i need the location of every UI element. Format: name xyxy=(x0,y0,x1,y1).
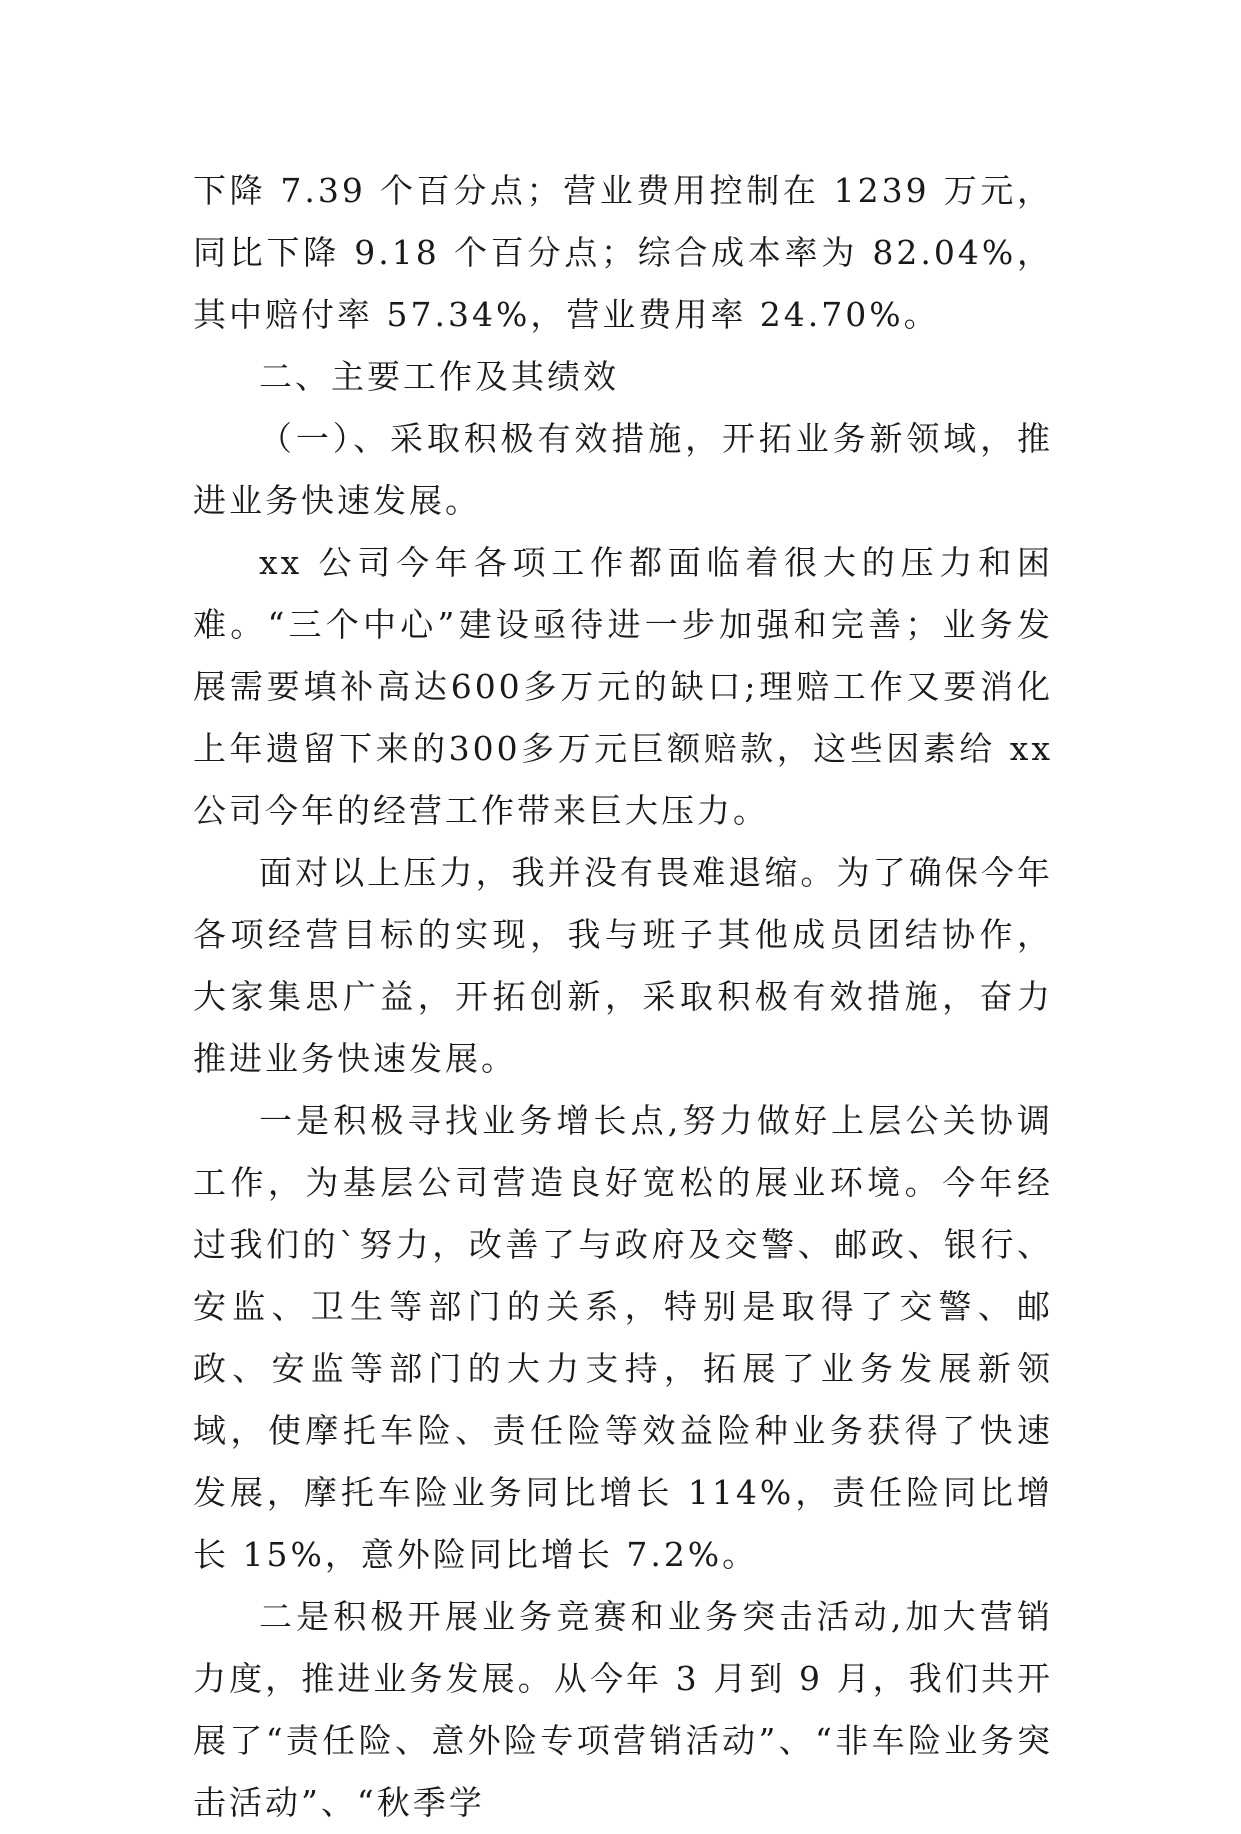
paragraph-response: 面对以上压力，我并没有畏难退缩。为了确保今年各项经营目标的实现，我与班子其他成员团结协作，大家集思广益，开拓创新，采取积极有效措施，奋力推进业务快速发展。 xyxy=(193,853,1053,1078)
paragraph-sales-campaign: 二是积极开展业务竞赛和业务突击活动,加大营销力度，推进业务发展。从今年 3 月到 9 月，我们共开展了“责任险、意外险专项营销活动”、“非车险业务突击活动”、“秋季学 xyxy=(193,1597,1053,1822)
paragraph-pressure: xx 公司今年各项工作都面临着很大的压力和困难。“三个中心”建设亟待进一步加强和完善；业务发展需要填补高达600多万元的缺口;理赔工作又要消化上年遗留下来的300多万元巨额赔款，这些因素给 xx 公司今年的经营工作带来巨大压力。 xyxy=(193,543,1053,830)
paragraph-cost-summary: 下降 7.39 个百分点；营业费用控制在 1239 万元，同比下降 9.18 个百分点；综合成本率为 82.04%，其中赔付率 57.34%，营业费用率 24.70%。 xyxy=(193,171,1053,334)
paragraph-growth-point: 一是积极寻找业务增长点,努力做好上层公关协调工作，为基层公司营造良好宽松的展业环境。今年经过我们的`努力，改善了与政府及交警、邮政、银行、安监、卫生等部门的关系，特别是取得了交警、邮政、安监等部门的大力支持，拓展了业务发展新领域，使摩托车险、责任险等效益险种业务获得了快速发展，摩托车险业务同比增长 114%，责任险同比增长 15%，意外险同比增长 7.2%。 xyxy=(193,1101,1053,1574)
subsection-heading-1: （一）、采取积极有效措施，开拓业务新领域，推进业务快速发展。 xyxy=(193,419,1053,520)
document-body xyxy=(193,160,1053,1834)
section-heading-main-work: 二、主要工作及其绩效 xyxy=(259,357,619,396)
